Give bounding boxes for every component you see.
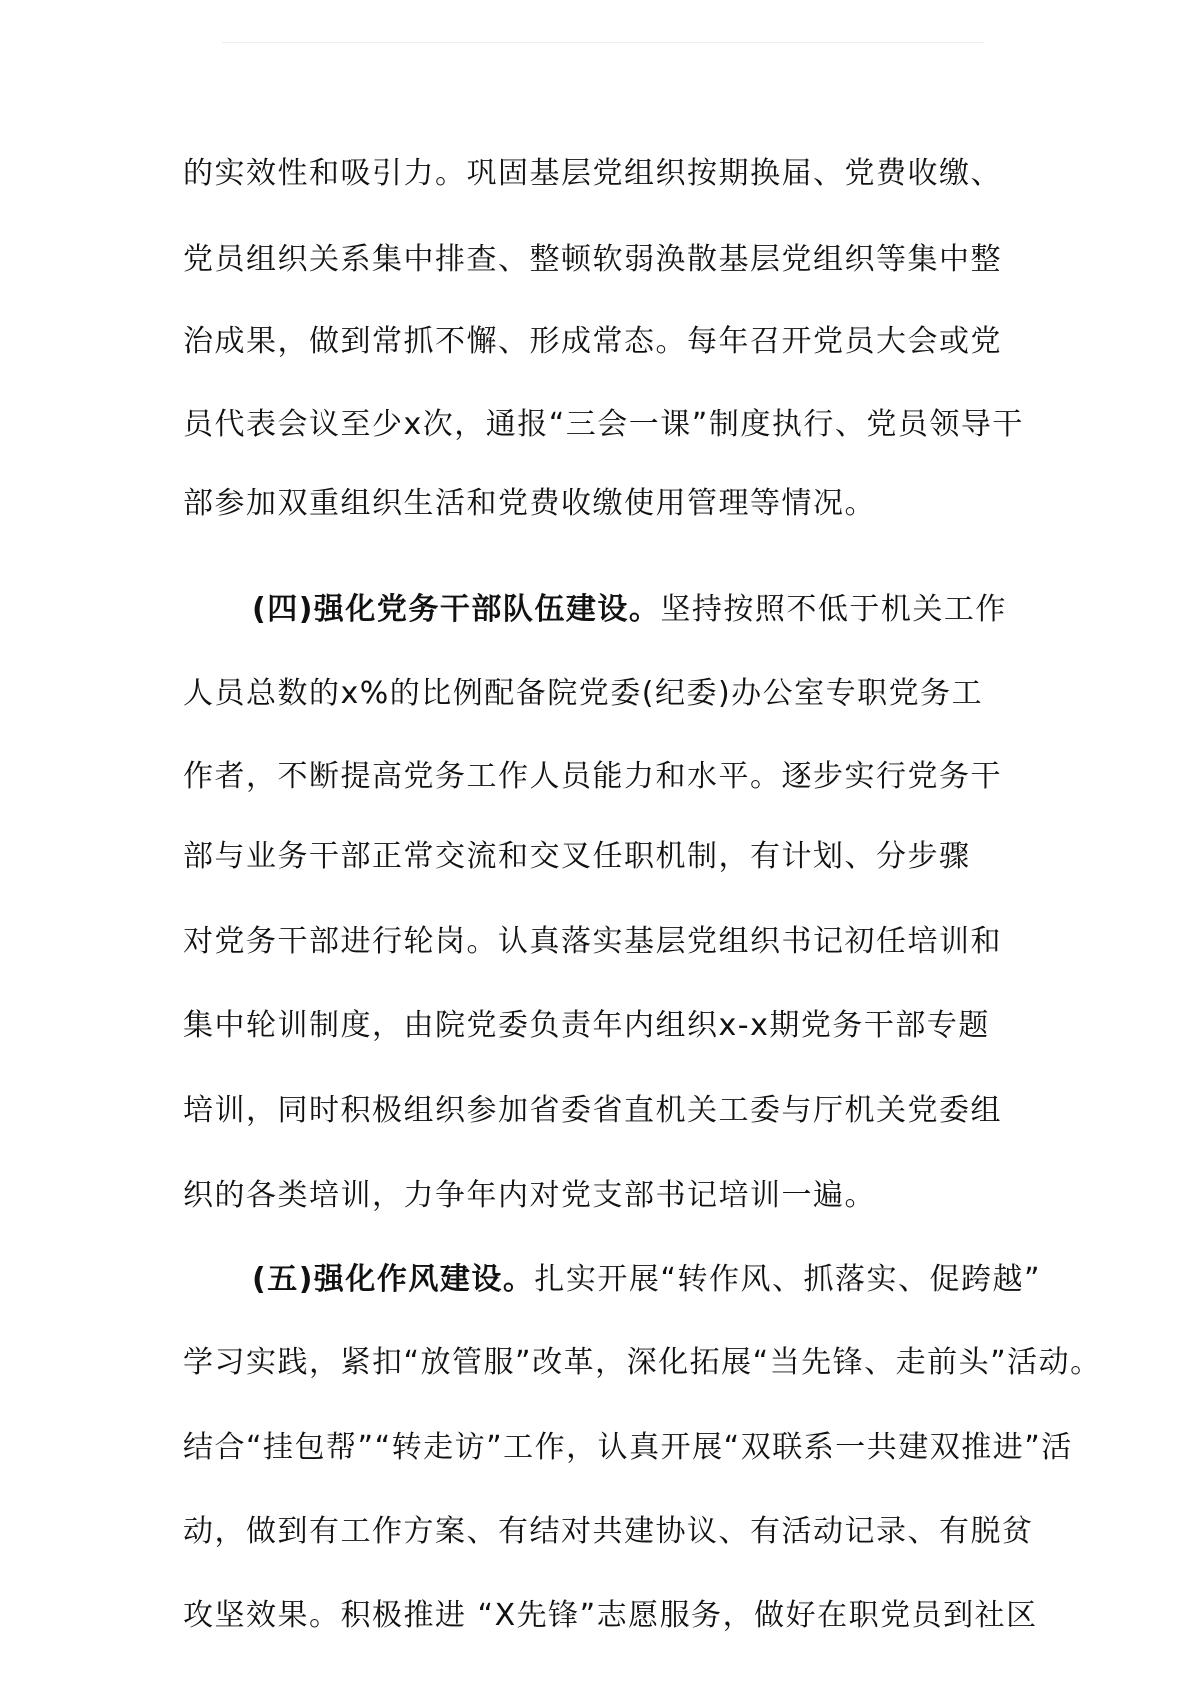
section-heading-line xyxy=(252,590,1007,630)
line-text: 的实效性和吸引力。巩固基层党组织按期换届、党费收缴、 xyxy=(183,156,1002,191)
paragraph-line xyxy=(183,1006,990,1046)
line-text: 扎实开展“转作风、抓落实、促跨越” xyxy=(534,1262,1042,1297)
paragraph-line xyxy=(183,154,1002,194)
section-heading-line xyxy=(252,1260,1041,1300)
paragraph-line xyxy=(183,240,1002,280)
line-text: 培训，同时积极组织参加省委省直机关工委与厅机关党委组 xyxy=(183,1093,1002,1128)
line-text: 对党务干部进行轮岗。认真落实基层党组织书记初任培训和 xyxy=(183,924,1002,959)
paragraph-line xyxy=(183,484,876,524)
page-border-top xyxy=(222,42,984,43)
paragraph-line xyxy=(183,405,1024,445)
paragraph-line xyxy=(183,322,1002,362)
paragraph-line xyxy=(183,1596,1038,1636)
paragraph-line xyxy=(183,837,971,877)
line-text: 结合“挂包帮”“转走访”工作，认真开展“双联系一共建双推进”活 xyxy=(183,1430,1073,1465)
paragraph-line xyxy=(183,757,1002,797)
section-heading: (四)强化党务干部队伍建设。 xyxy=(252,592,661,627)
paragraph-line xyxy=(183,1428,1073,1468)
line-text: 攻坚效果。积极推进 “X先锋”志愿服务，做好在职党员到社区 xyxy=(183,1598,1038,1633)
paragraph-line xyxy=(183,1091,1002,1131)
line-text: 部参加双重组织生活和党费收缴使用管理等情况。 xyxy=(183,486,876,521)
line-text: 织的各类培训，力争年内对党支部书记培训一遍。 xyxy=(183,1178,876,1213)
line-text: 人员总数的x%的比例配备院党委(纪委)办公室专职党务工 xyxy=(183,676,984,711)
line-text: 集中轮训制度，由院党委负责年内组织x-x期党务干部专题 xyxy=(183,1008,990,1043)
paragraph-line xyxy=(183,922,1002,962)
line-text: 员代表会议至少x次，通报“三会一课”制度执行、党员领导干 xyxy=(183,407,1024,442)
paragraph-line xyxy=(183,1176,876,1216)
paragraph-line xyxy=(183,1343,1102,1383)
paragraph-line xyxy=(183,674,983,714)
line-text: 作者，不断提高党务工作人员能力和水平。逐步实行党务干 xyxy=(183,759,1002,794)
section-heading: (五)强化作风建设。 xyxy=(252,1262,535,1297)
line-text: 坚持按照不低于机关工作 xyxy=(660,592,1007,627)
line-text: 治成果，做到常抓不懈、形成常态。每年召开党员大会或党 xyxy=(183,324,1002,359)
line-text: 动，做到有工作方案、有结对共建协议、有活动记录、有脱贫 xyxy=(183,1514,1034,1549)
line-text: 部与业务干部正常交流和交叉任职机制，有计划、分步骤 xyxy=(183,839,971,874)
paragraph-line xyxy=(183,1512,1034,1552)
line-text: 学习实践，紧扣“放管服”改革，深化拓展“当先锋、走前头”活动。 xyxy=(183,1345,1102,1380)
line-text: 党员组织关系集中排查、整顿软弱涣散基层党组织等集中整 xyxy=(183,242,1002,277)
